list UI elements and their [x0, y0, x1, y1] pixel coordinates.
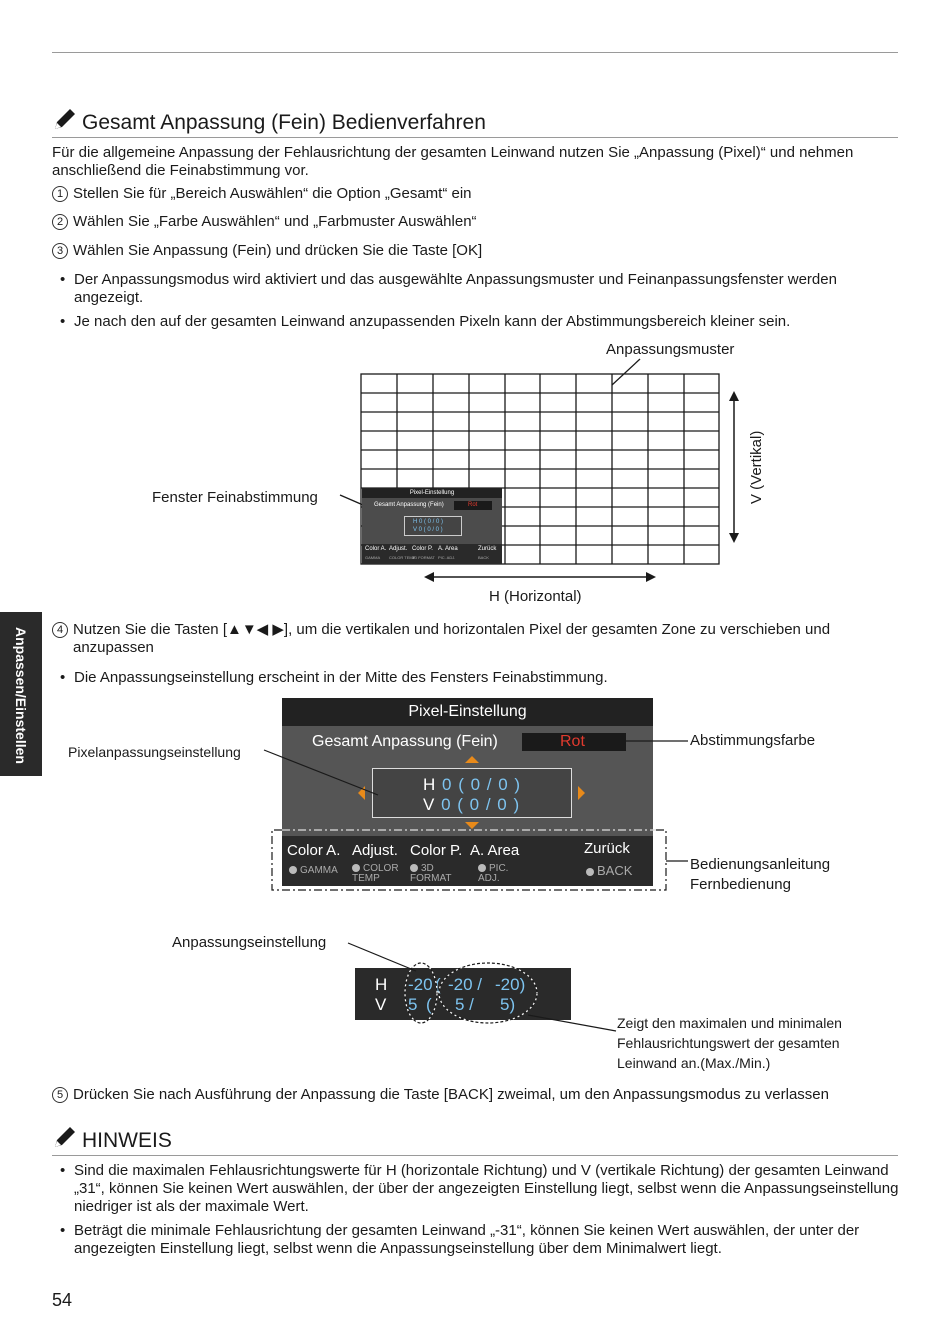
label-pixel-setting: Pixelanpassungseinstellung — [68, 744, 241, 760]
mini-footer-sub: COLOR TEMP — [389, 555, 416, 560]
mini-osd-window — [362, 488, 502, 564]
step-number: 2 — [52, 214, 68, 230]
step-text: Wählen Sie „Farbe Auswählen“ und „Farbmuster Auswählen“ — [73, 213, 477, 230]
mini-osd-footer — [362, 544, 502, 564]
section-heading — [52, 106, 898, 138]
strip-v-value: ( — [426, 995, 432, 1014]
mini-osd-h: H 0 ( 0 / 0 ) — [413, 519, 444, 525]
osd-v-value: 0 ( 0 / 0 ) — [441, 795, 521, 814]
strip-h-value: ( — [435, 975, 441, 994]
label-color: Abstimmungsfarbe — [690, 732, 816, 749]
label-horizontal: H (Horizontal) — [489, 588, 582, 605]
top-rule — [52, 52, 898, 53]
mini-footer-label: Zurück — [478, 546, 497, 552]
strip-v-label: V — [375, 995, 387, 1014]
mini-osd-v: V 0 ( 0 / 0 ) — [413, 527, 443, 533]
footer-color-a[interactable]: Color A. — [287, 842, 341, 859]
osd-h-label: H — [423, 775, 437, 794]
step-text: Drücken Sie nach Ausführung der Anpassung die Taste [BACK] zweimal, um den Anpassungsmodus zu verlassen — [73, 1086, 829, 1103]
step-4 — [52, 621, 898, 657]
hinweis-bullet: • Beträgt die minimale Fehlausrichtung der gesamten Leinwand „-31“, können Sie keinen Wert auswählen, der unter der angezeigten Einstellung liegt, selbst wenn die Anpassungseinstellung über dem Minimalwert liegt. — [52, 1222, 902, 1258]
step-number: 4 — [52, 622, 68, 638]
hinweis-bullet: • Sind die maximalen Fehlausrichtungswerte für H (horizontale Richtung) und V (vertikale Richtung) der gesamten Leinwand „31“, können Sie keinen Wert auswählen, der über der angezeigten Einstellung liegt, selbst wenn die Anpassungseinstellung niedriger ist als der maximale Wert. — [52, 1162, 902, 1216]
strip-v-value: 5 / — [455, 995, 474, 1014]
label-guide-1: Bedienungsanleitung — [690, 856, 831, 873]
hinweis-title: HINWEIS — [82, 1129, 172, 1152]
footer-color-p[interactable]: Color P. — [410, 842, 463, 859]
label-vertical: V (Vertikal) — [748, 430, 765, 504]
mini-footer-sub: GAMMA — [365, 555, 381, 560]
osd-h-value: 0 ( 0 / 0 ) — [442, 775, 522, 794]
pencil-icon — [52, 106, 78, 132]
step-number: 3 — [52, 243, 68, 259]
step-1 — [52, 185, 472, 203]
osd-color-value[interactable]: Rot — [522, 733, 626, 751]
bullet-item: • Der Anpassungsmodus wird aktiviert und das ausgewählte Anpassungsmuster und Feinanpassungsfenster werden angezeigt. — [52, 271, 902, 307]
pencil-icon — [52, 1124, 78, 1150]
strip-h-label: H — [375, 975, 388, 994]
label-guide-2: Fernbedienung — [690, 876, 791, 893]
label-anpassungsmuster: Anpassungsmuster — [606, 341, 735, 358]
strip-h-value: -20) — [495, 975, 526, 994]
step-2 — [52, 213, 477, 231]
mini-footer-sub: PIC. ADJ. — [438, 555, 456, 560]
step-text: Wählen Sie Anpassung (Fein) und drücken Sie die Taste [OK] — [73, 242, 483, 259]
osd-v-label: V — [423, 795, 436, 814]
footer-sub-color-temp: COLOR TEMP — [352, 863, 399, 884]
footer-sub-pic-adj: PIC. ADJ. — [478, 863, 509, 884]
strip-h-value: -20 / — [448, 975, 483, 994]
bullet-item: • Je nach den auf der gesamten Leinwand anzupassenden Pixeln kann der Abstimmungsbereich kleiner sein. — [52, 313, 902, 331]
bullet-item: • Die Anpassungseinstellung erscheint in der Mitte des Fensters Feinabstimmung. — [52, 669, 898, 687]
step-text: Nutzen Sie die Tasten [▲▼◀ ▶], um die vertikalen und horizontalen Pixel der gesamten Zone zu verschieben und anzupassen — [73, 621, 831, 656]
intro-text: Für die allgemeine Anpassung der Fehlausrichtung der gesamten Leinwand nutzen Sie „Anpassung (Pixel)“ und nehmen anschließend die Feinabstimmung vor. — [52, 144, 854, 179]
footer-a-area[interactable]: A. Area — [470, 842, 520, 859]
footer-adjust[interactable]: Adjust. — [352, 842, 398, 859]
mini-osd-values — [404, 516, 462, 536]
side-tab-label: Anpassen/Einstellen — [13, 626, 29, 764]
page-number: 54 — [52, 1290, 73, 1310]
osd-leader-lines — [260, 730, 690, 900]
strip-annotations — [340, 935, 630, 1040]
strip-v-value: 5) — [500, 995, 516, 1014]
strip-h-value: -20 — [408, 975, 433, 994]
mini-osd-title: Pixel-Einstellung — [362, 488, 502, 498]
step-text: Stellen Sie für „Bereich Auswählen“ die Option „Gesamt“ ein — [73, 185, 472, 202]
mini-footer-label: Color P. — [412, 546, 433, 552]
mini-footer-sub: BACK — [478, 555, 489, 560]
mini-footer-label: Color A. — [365, 546, 387, 552]
footer-sub-back: BACK — [586, 864, 632, 877]
strip-note: Zeigt den maximalen und minimalen Fehlausrichtungswert der gesamten Leinwand an.(Max./Min.) — [617, 1015, 842, 1071]
mini-osd-color: Rot — [454, 501, 492, 510]
mini-footer-label: A. Area — [438, 546, 458, 552]
strip-v-value: 5 — [408, 995, 418, 1014]
mini-footer-sub: 3D FORMAT — [412, 555, 435, 560]
footer-back[interactable]: Zurück — [584, 840, 630, 857]
hinweis-heading — [52, 1124, 898, 1156]
page-title: Gesamt Anpassung (Fein) Bedienverfahren — [82, 111, 486, 134]
footer-sub-3d-format: 3D FORMAT — [410, 863, 452, 884]
mini-footer-label: Adjust. — [389, 546, 408, 552]
label-fenster-feinabstimmung: Fenster Feinabstimmung — [152, 489, 318, 506]
step-number: 5 — [52, 1087, 68, 1103]
osd-row-label: Gesamt Anpassung (Fein) — [312, 733, 498, 750]
label-adjust-setting: Anpassungseinstellung — [172, 934, 327, 951]
step-5 — [52, 1086, 829, 1104]
mini-osd-row: Gesamt Anpassung (Fein) — [374, 502, 444, 508]
step-number: 1 — [52, 186, 68, 202]
side-chapter-tab — [0, 612, 42, 776]
step-3 — [52, 242, 482, 260]
osd-title: Pixel-Einstellung — [282, 698, 653, 726]
footer-sub-gamma: GAMMA — [289, 866, 338, 876]
